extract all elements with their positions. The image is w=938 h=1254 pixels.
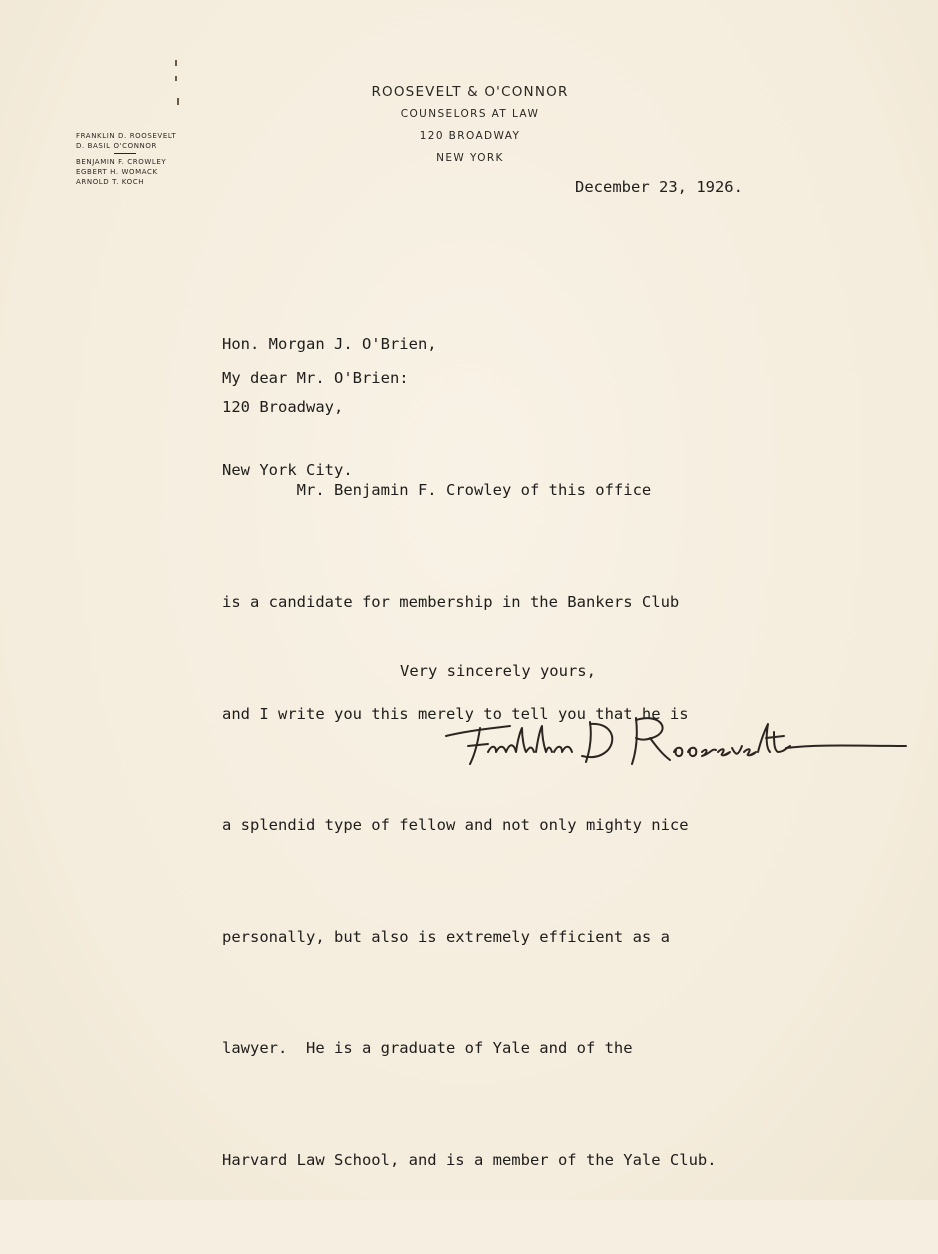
body-line: personally, but also is extremely efficient as a (222, 927, 670, 946)
body-line: Harvard Law School, and is a member of the Yale Club. (222, 1151, 717, 1170)
partner-name: D. BASIL O'CONNOR (76, 142, 157, 150)
firm-city: NEW YORK (436, 152, 504, 164)
firm-name: ROOSEVELT & O'CONNOR (371, 84, 569, 100)
salutation: My dear Mr. O'Brien: (222, 369, 409, 387)
associate-name: ARNOLD T. KOCH (76, 178, 145, 186)
firm-subtitle: COUNSELORS AT LAW (400, 108, 540, 120)
partner-list (76, 131, 216, 187)
body-line: Mr. Benjamin F. Crowley of this office (222, 481, 652, 500)
closing: Very sincerely yours, (400, 662, 596, 680)
letter-body (222, 398, 717, 1254)
letterhead (300, 84, 640, 174)
firm-address: 120 BROADWAY (419, 130, 521, 142)
body-line: and I write you this merely to tell you that he is (222, 704, 689, 723)
recipient-line: Hon. Morgan J. O'Brien, (222, 335, 437, 353)
letter-date: December 23, 1926. (575, 178, 743, 196)
body-line: lawyer. He is a graduate of Yale and of the (222, 1039, 633, 1058)
body-line: a splendid type of fellow and not only mighty nice (222, 816, 689, 835)
handwritten-signature (440, 702, 910, 782)
partner-name: FRANKLIN D. ROOSEVELT (76, 132, 177, 140)
paper-mark (177, 98, 179, 105)
paper-mark (175, 60, 177, 66)
recipient-line: New York City. (222, 461, 353, 479)
body-line: is a candidate for membership in the Bankers Club (222, 593, 680, 612)
paper-mark (175, 76, 177, 81)
associate-name: BENJAMIN F. CROWLEY (76, 158, 167, 166)
partner-divider (114, 153, 136, 154)
recipient-line: 120 Broadway, (222, 398, 344, 416)
associate-name: EGBERT H. WOMACK (76, 168, 158, 176)
